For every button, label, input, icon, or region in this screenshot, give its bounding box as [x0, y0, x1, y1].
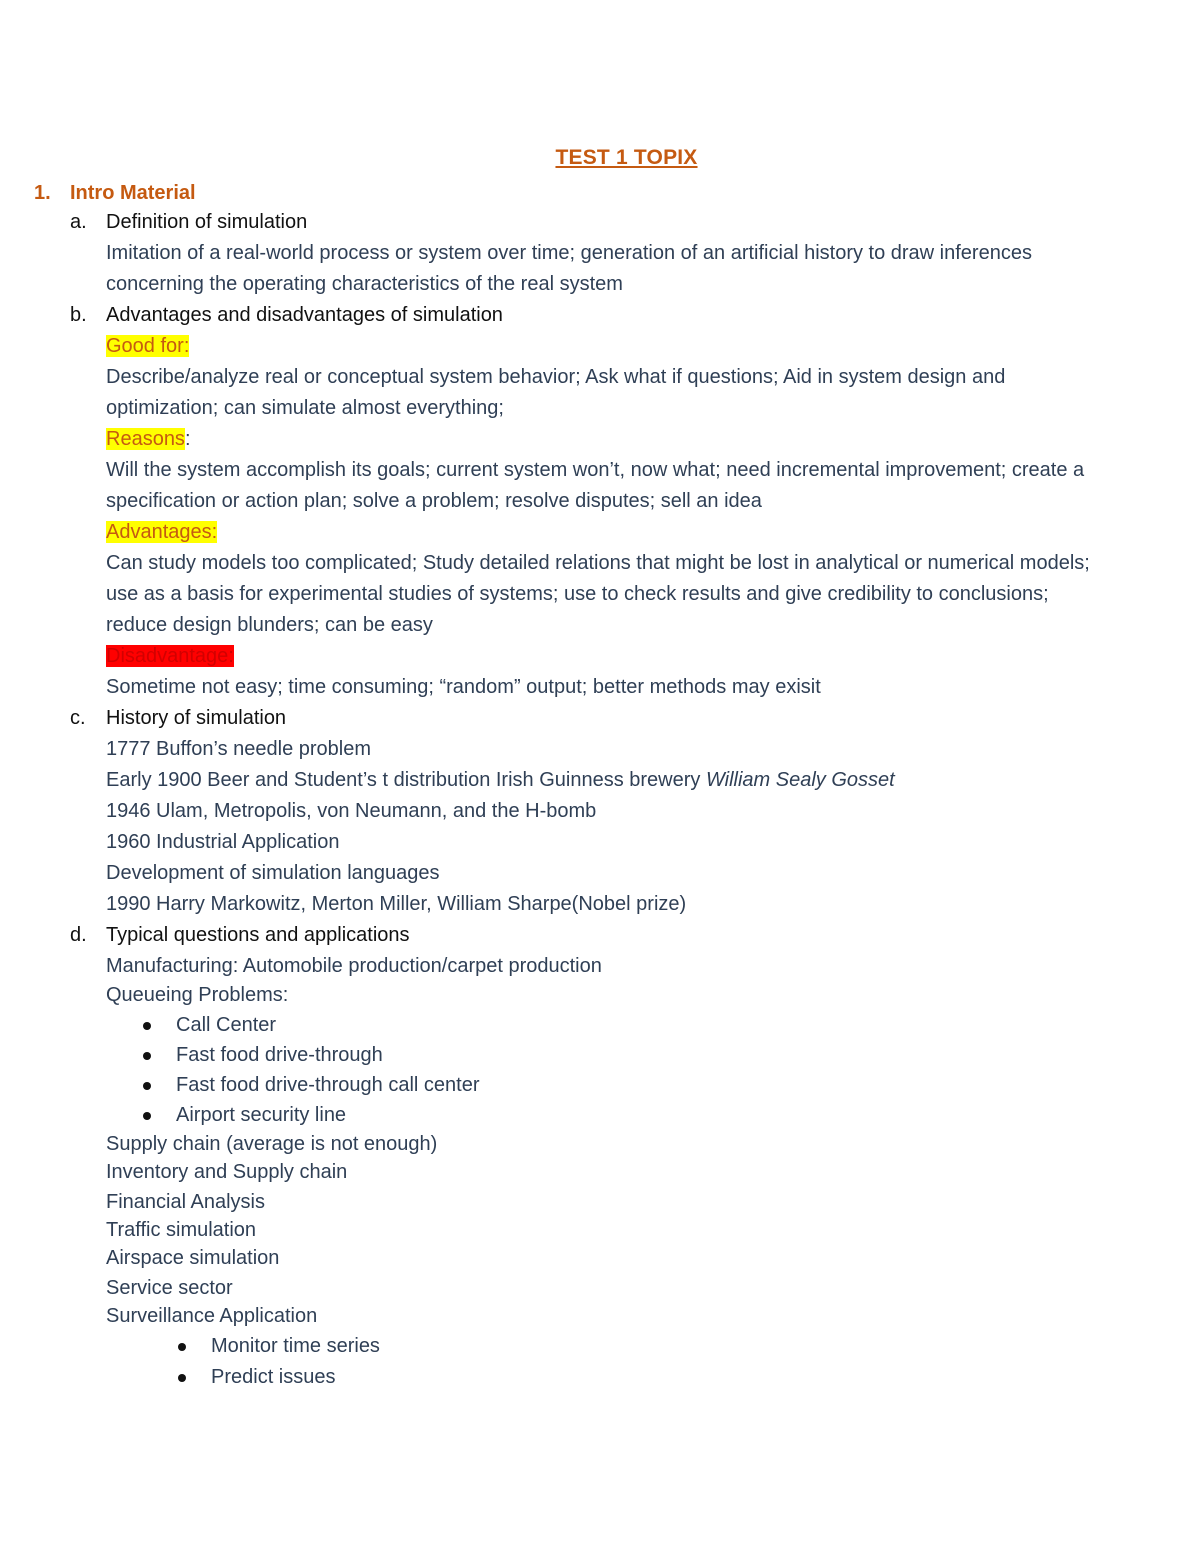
subheading-letter: a.: [70, 211, 87, 233]
application-line: Service sector: [106, 1277, 233, 1299]
section-number: 1.: [34, 182, 51, 204]
subheading-label: Definition of simulation: [106, 211, 308, 233]
surveillance-list-item: Predict issues: [211, 1366, 336, 1388]
reasons-label: Reasons: [106, 428, 185, 450]
application-line: Inventory and Supply chain: [106, 1161, 348, 1183]
subheading-letter: c.: [70, 707, 86, 729]
application-line: Queueing Problems:: [106, 984, 289, 1006]
subheading-history: [70, 705, 286, 731]
history-line: Development of simulation languages: [106, 862, 440, 884]
subheading-applications: [70, 922, 410, 948]
application-line: Financial Analysis: [106, 1191, 265, 1213]
subheading-label: Typical questions and applications: [106, 924, 410, 946]
bullet-icon: [178, 1343, 186, 1351]
history-italic-name: William Sealy Gosset: [705, 769, 895, 791]
definition-line: Imitation of a real-world process or system over time; generation of an artificial history to draw inferences: [106, 242, 1032, 264]
application-line: Airspace simulation: [106, 1247, 280, 1269]
good-for-label: Good for:: [106, 335, 190, 357]
history-line: 1946 Ulam, Metropolis, von Neumann, and the H-bomb: [106, 800, 597, 822]
disadvantage-label: Disadvantage:: [106, 645, 234, 667]
subheading-definition: [70, 209, 307, 235]
bullet-icon: [143, 1112, 151, 1120]
reasons-line: specification or action plan; solve a problem; resolve disputes; sell an idea: [106, 490, 762, 512]
subheading-label: History of simulation: [106, 707, 287, 729]
section-label: Intro Material: [70, 182, 196, 204]
bullet-icon: [143, 1052, 151, 1060]
history-text: Early 1900 Beer and Student’s t distribution Irish Guinness brewery: [106, 769, 706, 791]
queueing-list-item: Call Center: [176, 1014, 277, 1036]
subheading-label: Advantages and disadvantages of simulation: [106, 304, 503, 326]
document-title: TEST 1 TOPIX: [555, 146, 698, 169]
queueing-list-item: Fast food drive-through: [176, 1044, 383, 1066]
disadvantage-label-row: [106, 643, 234, 669]
subheading-advantages-disadvantages: [70, 302, 503, 328]
application-line: Surveillance Application: [106, 1305, 318, 1327]
history-line: [106, 767, 895, 793]
definition-line: concerning the operating characteristics of the real system: [106, 273, 623, 295]
history-line: 1990 Harry Markowitz, Merton Miller, William Sharpe(Nobel prize): [106, 893, 687, 915]
good-for-line: Describe/analyze real or conceptual system behavior; Ask what if questions; Aid in system design and: [106, 366, 1006, 388]
reasons-colon: :: [184, 428, 191, 450]
application-line: Manufacturing: Automobile production/carpet production: [106, 955, 602, 977]
history-line: 1777 Buffon’s needle problem: [106, 738, 372, 760]
section-heading-intro: [34, 180, 196, 206]
subheading-letter: d.: [70, 924, 87, 946]
queueing-list-item: Fast food drive-through call center: [176, 1074, 480, 1096]
subheading-letter: b.: [70, 304, 87, 326]
application-line: Traffic simulation: [106, 1219, 257, 1241]
advantages-label-row: [106, 519, 217, 545]
bullet-icon: [178, 1374, 186, 1382]
bullet-icon: [143, 1022, 151, 1030]
advantages-line: reduce design blunders; can be easy: [106, 614, 433, 636]
application-line: Supply chain (average is not enough): [106, 1133, 438, 1155]
disadvantage-line: Sometime not easy; time consuming; “random” output; better methods may exisit: [106, 676, 821, 698]
surveillance-list-item: Monitor time series: [211, 1335, 380, 1357]
advantages-line: Can study models too complicated; Study detailed relations that might be lost in analytical or numerical models;: [106, 552, 1090, 574]
reasons-label-row: [106, 426, 191, 452]
good-for-line: optimization; can simulate almost everything;: [106, 397, 504, 419]
history-line: 1960 Industrial Application: [106, 831, 340, 853]
advantages-line: use as a basis for experimental studies of systems; use to check results and give credibility to conclusions;: [106, 583, 1049, 605]
good-for-label-row: [106, 333, 189, 359]
bullet-icon: [143, 1082, 151, 1090]
reasons-line: Will the system accomplish its goals; current system won’t, now what; need incremental improvement; create a: [106, 459, 1085, 481]
advantages-label: Advantages:: [106, 521, 218, 543]
queueing-list-item: Airport security line: [176, 1104, 347, 1126]
